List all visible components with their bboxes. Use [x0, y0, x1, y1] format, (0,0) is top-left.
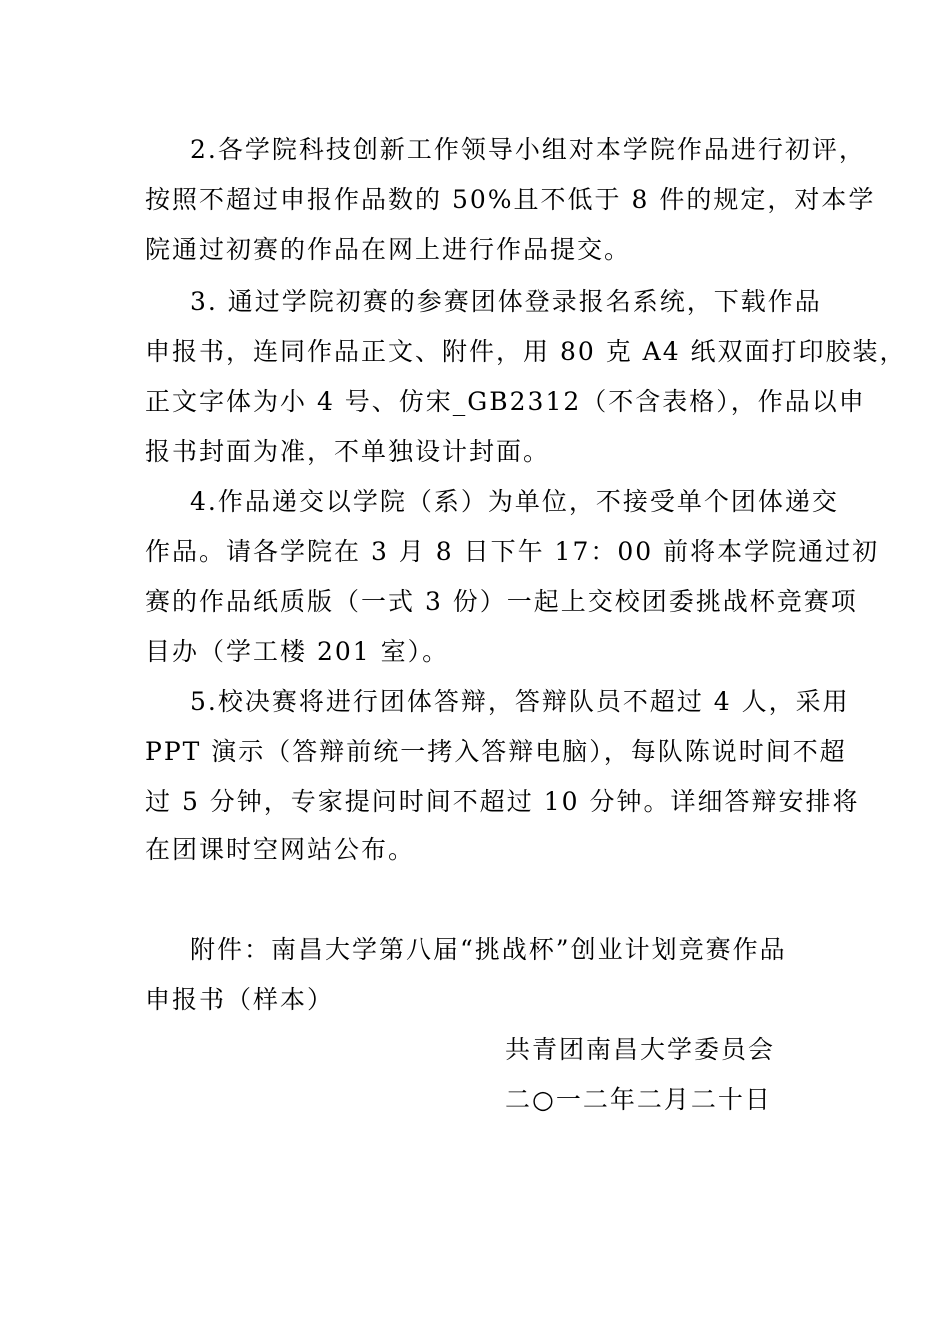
- signature-date: 二○一二年二月二十日: [505, 1085, 772, 1114]
- item-4-line-3: 赛的作品纸质版（一式 3 份）一起上交校团委挑战杯竞赛项: [145, 587, 858, 616]
- item-3-line-2: 申报书，连同作品正文、附件，用 80 克 A4 纸双面打印胶装，: [145, 337, 907, 366]
- item-5-line-3: 过 5 分钟，专家提问时间不超过 10 分钟。详细答辩安排将: [145, 787, 860, 816]
- item-3-line-3: 正文字体为小 4 号、仿宋_GB2312（不含表格），作品以申: [145, 387, 866, 416]
- item-5-line-4: 在团课时空网站公布。: [145, 835, 416, 864]
- item-2-line-2: 按照不超过申报作品数的 50%且不低于 8 件的规定，对本学: [145, 185, 876, 214]
- item-3-line-1: 3. 通过学院初赛的参赛团体登录报名系统，下载作品: [190, 287, 822, 316]
- item-3-line-4: 报书封面为准，不单独设计封面。: [145, 437, 551, 466]
- item-2-line-1: 2.各学院科技创新工作领导小组对本学院作品进行初评，: [190, 135, 866, 164]
- item-5-line-2: PPT 演示（答辩前统一拷入答辩电脑），每队陈说时间不超: [145, 737, 847, 766]
- item-4-line-4: 目办（学工楼 201 室）。: [145, 637, 450, 666]
- item-5-line-1: 5.校决赛将进行团体答辩，答辩队员不超过 4 人，采用: [190, 687, 850, 716]
- signature-organization: 共青团南昌大学委员会: [505, 1035, 776, 1064]
- item-2-line-3: 院通过初赛的作品在网上进行作品提交。: [145, 235, 632, 264]
- attachment-line-1: 附件：南昌大学第八届“挑战杯”创业计划竞赛作品: [190, 935, 787, 964]
- item-4-line-2: 作品。请各学院在 3 月 8 日下午 17：00 前将本学院通过初: [145, 537, 880, 566]
- attachment-line-2: 申报书（样本）: [145, 985, 335, 1014]
- item-4-line-1: 4.作品递交以学院（系）为单位，不接受单个团体递交: [190, 487, 839, 516]
